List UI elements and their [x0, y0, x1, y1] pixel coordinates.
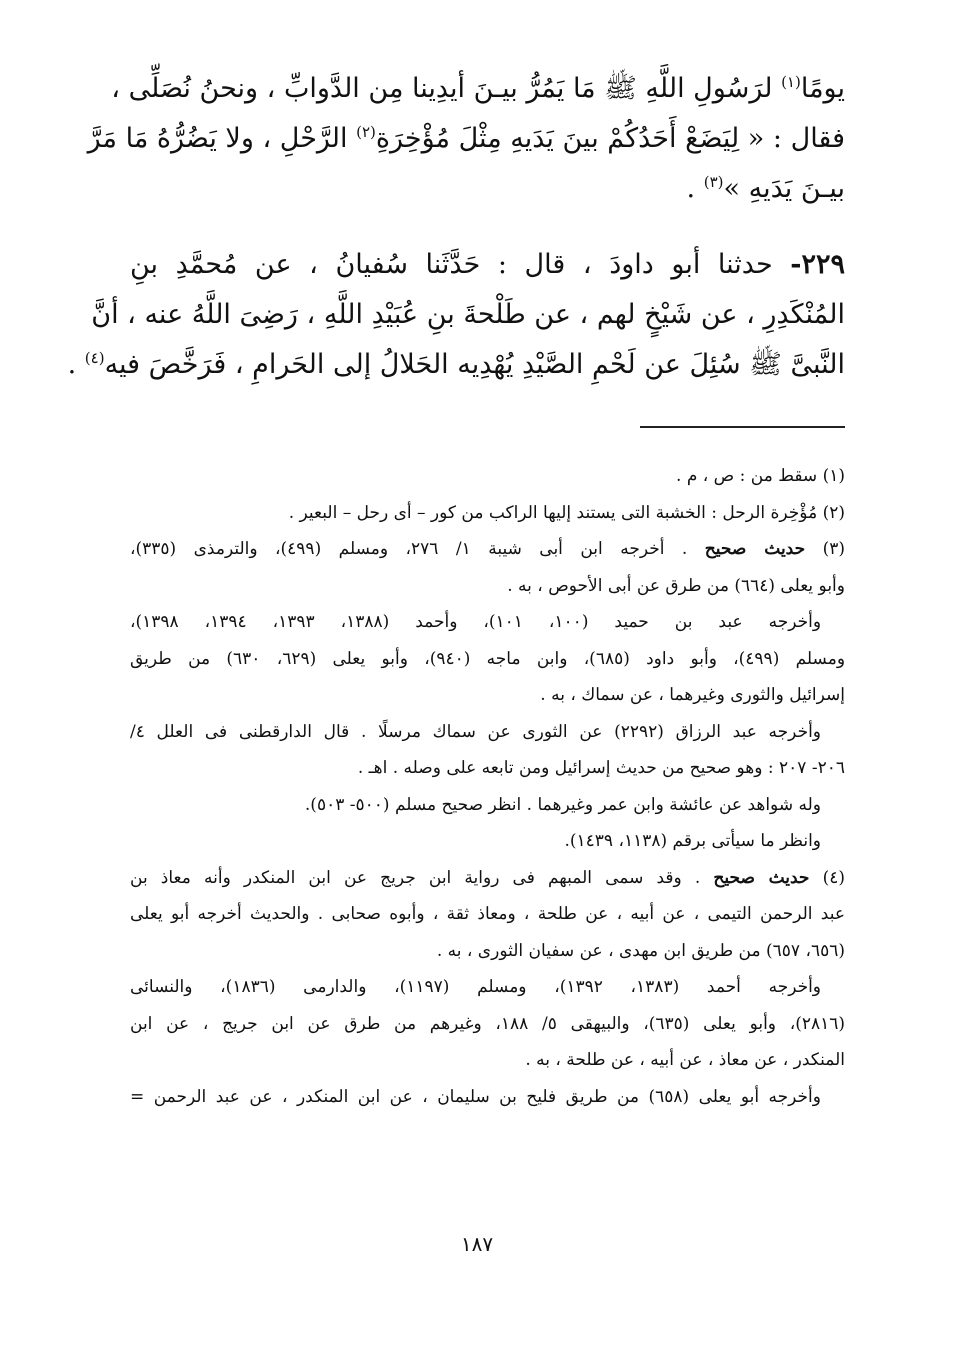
- footnote-line: المنكدر ، عن معاذ ، عن أبيه ، عن طلحة ، به .: [525, 1050, 845, 1070]
- footnote-3: [130, 531, 845, 568]
- text-line: [130, 240, 845, 290]
- footnote-label: (٤): [822, 867, 845, 888]
- hadith-paragraph-1: [87, 64, 845, 214]
- text-segment: . وقد سمى المبهم فى رواية ابن جريج عن ابن المنكدر وأنه معاذ بن: [130, 867, 714, 888]
- footnote-line: وأخرجه أحمد (١٣٨٣، ١٣٩٢)، ومسلم (١١٩٧)، والدارمى (١٨٣٦)، والنسائى: [130, 977, 822, 997]
- footnote-marker: (١): [781, 73, 801, 91]
- text-line: [67, 340, 845, 390]
- hadith-number: ٢٢٩-: [790, 249, 845, 280]
- text-segment: بيـنَ يَدَيهِ »: [723, 173, 845, 204]
- footnote-line: (٢٨١٦)، وأبو يعلى (٦٣٥)، والبيهقى ٥/ ١٨٨، وغيرهم من طرق عن ابن جريج ، عن ابن: [130, 1013, 846, 1034]
- footnote-line: وأخرجه عبد الرزاق (٢٢٩٢) عن الثورى عن سماك مرسلًا . قال الدارقطنى فى العلل ٤/: [130, 721, 822, 742]
- footnote-1: (١) سقط من : ص ، م .: [676, 466, 845, 486]
- footnote-marker: (٣): [703, 173, 724, 191]
- footnotes: [130, 458, 845, 1115]
- text-line: [111, 64, 845, 114]
- footnote-line: ومسلم (٤٩٩)، وأبو داود (٦٨٥)، وابن ماجه (٩٤٠)، وأبو يعلى (٦٢٩، ٦٣٠) من طريق: [130, 648, 846, 669]
- hadith-paragraph-229: [67, 240, 845, 390]
- footnote-marker: (٢): [356, 123, 376, 141]
- footnote-line: عبد الرحمن التيمى ، عن أبيه ، عن طلحة ، ومعاذ ثقة ، وأبوه صحابى . والحديث أخرجه أبو يعلى: [130, 904, 845, 924]
- text-line: [87, 114, 845, 164]
- footnote-line: وانظر ما سيأتى برقم (١١٣٨، ١٤٣٩).: [564, 831, 821, 851]
- footnote-label: (٣): [822, 539, 845, 559]
- footnote-marker: (٤): [84, 349, 105, 367]
- text-segment: . أخرجه ابن أبى شيبة ١/ ٢٧٦، ومسلم (٤٩٩)، والترمذى (٣٣٥)،: [130, 539, 705, 559]
- text-segment: يومًا: [800, 73, 845, 104]
- text-segment: .: [686, 173, 704, 204]
- text-line: المُنْكَدِرِ ، عن شَيْخٍ لهم ، عن طَلْحةَ بنِ عُبَيْدِ اللَّهِ ، رَضِىَ اللَّهُ عنه ، أنَّ: [91, 299, 845, 330]
- grading-label: حديث صحيح: [713, 867, 810, 888]
- footnote-line: وأبو يعلى (٦٦٤) من طرق عن أبى الأحوص ، به .: [507, 575, 845, 596]
- footnote-4: [130, 860, 845, 897]
- footnote-line: وأخرجه عبد بن حميد (١٠٠، ١٠١)، وأحمد (١٣٨٨، ١٣٩٣، ١٣٩٤، ١٣٩٨)،: [130, 612, 822, 632]
- footnote-line: وله شواهد عن عائشة وابن عمر وغيرهما . انظر صحيح مسلم (٥٠٠- ٥٠٣).: [304, 794, 821, 815]
- footnote-line: وأخرجه أبو يعلى (٦٥٨) من طريق فليح بن سليمان ، عن ابن المنكدر ، عن عبد الرحمن =: [130, 1086, 821, 1107]
- text-segment: النَّبىَّ ﷺ سُئِلَ عن لَحْمِ الصَّيْدِ يُهْدِيه الحَلالُ إلى الحَرامِ ، فَرَخَّصَ فيه: [104, 349, 845, 380]
- footnote-line: إسرائيل والثورى وغيرهما ، عن سماك ، به .: [540, 685, 845, 705]
- footnote-2: (٢) مُؤْخِرة الرحل : الخشبة التى يستند إليها الراكب من كور – أى رحل – البعير .: [288, 502, 845, 523]
- text-line: [130, 164, 845, 214]
- text-segment: الرَّحْلِ ، ولا يَضُرُّهُ مَا مَرَّ: [87, 123, 357, 154]
- text-segment: حدثنا أبو داودَ ، قال : حَدَّثَنا سُفيانُ ، عن مُحمَّدِ بنِ: [130, 249, 791, 280]
- text-segment: فقال : « لِيَضَعْ أَحَدُكُمْ بينَ يَدَيهِ مِثْلَ مُؤْخِرَةِ: [375, 123, 845, 154]
- footnote-line: ٢٠٦- ٢٠٧ : وهو صحيح من حديث إسرائيل ومن تابعه على وصله . اهـ .: [357, 758, 845, 778]
- page-number: ١٨٧: [460, 1232, 494, 1256]
- footnote-line: (٦٥٦، ٦٥٧) من طريق ابن مهدى ، عن سفيان الثورى ، به .: [436, 940, 845, 961]
- text-segment: لرَسُولِ اللَّهِ ﷺ مَا يَمُرُّ بيـنَ أيدِينا مِن الدَّوابِّ ، ونحنُ نُصَلِّى ،: [111, 73, 782, 104]
- text-segment: .: [67, 349, 85, 380]
- grading-label: حديث صحيح: [704, 539, 806, 559]
- footnote-divider: [640, 426, 845, 428]
